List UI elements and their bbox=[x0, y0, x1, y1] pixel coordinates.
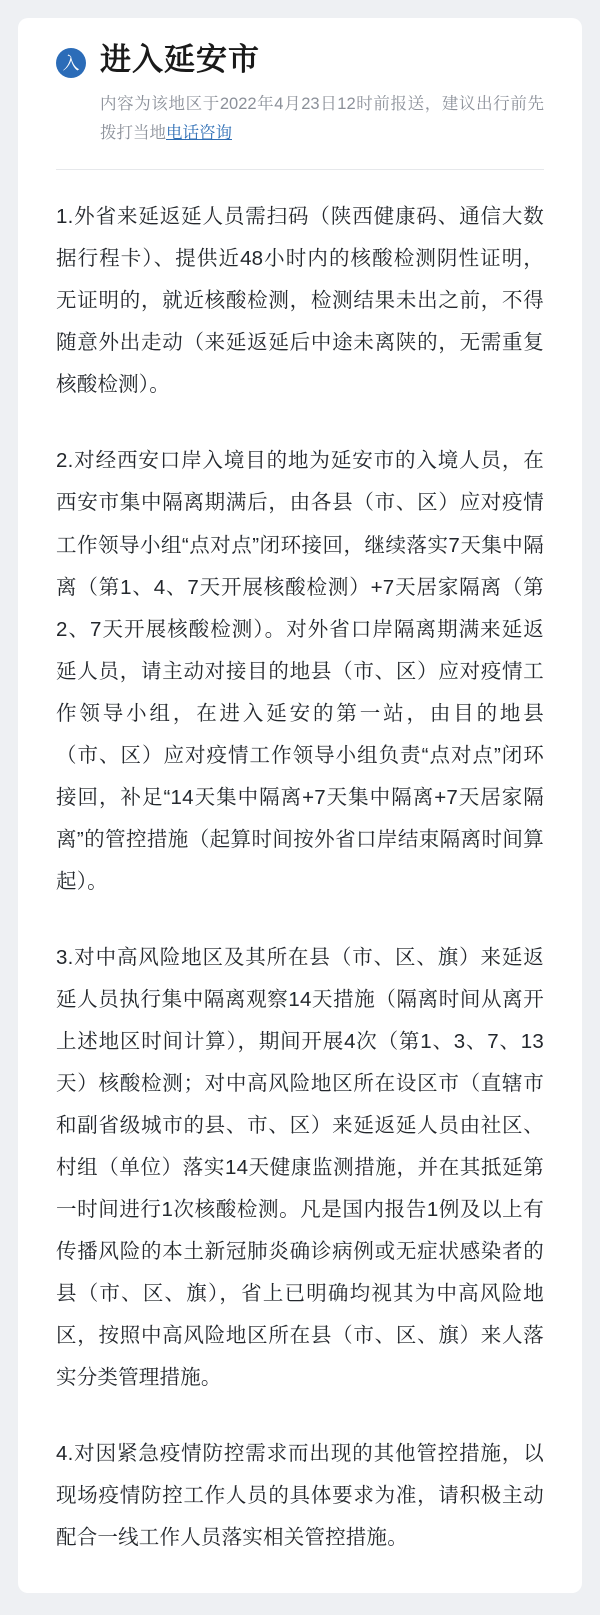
subtitle-text: 内容为该地区于2022年4月23日12时前报送，建议出行前先拨打当地 bbox=[100, 94, 544, 142]
page-title: 进入延安市 bbox=[100, 42, 260, 77]
policy-paragraph-4: 4.对因紧急疫情防控需求而出现的其他管控措施，以现场疫情防控工作人员的具体要求为准，请积极主动配合一线工作人员落实相关管控措施。 bbox=[56, 1441, 544, 1549]
enter-icon: 入 bbox=[56, 48, 86, 78]
header-divider bbox=[56, 169, 544, 170]
notice-card bbox=[18, 18, 582, 1593]
policy-paragraph-3: 3.对中高风险地区及其所在县（市、区、旗）来延返延人员执行集中隔离观察14天措施（隔离时间从离开上述地区时间计算），期间开展4次（第1、3、7、13天）核酸检测；对中高风险地区所在设区市（直辖市和副省级城市的县、市、区）来延返延人员由社区、村组（单位）落实14天健康监测措施，并在其抵延第一时间进行1次核酸检测。凡是国内报告1例及以上有传播风险的本土新冠肺炎确诊病例或无症状感染者的县（市、区、旗），省上已明确均视其为中高风险地区，按照中高风险地区所在县（市、区、旗）来人落实分类管理措施。 bbox=[56, 945, 544, 1389]
notice-subtitle bbox=[100, 90, 544, 148]
policy-paragraph-1: 1.外省来延返延人员需扫码（陕西健康码、通信大数据行程卡）、提供近48小时内的核酸检测阴性证明，无证明的，就近核酸检测，检测结果未出之前，不得随意外出走动（来延返延后中途未离陕的，无需重复核酸检测）。 bbox=[56, 205, 544, 397]
policy-paragraph-2: 2.对经西安口岸入境目的地为延安市的入境人员，在西安市集中隔离期满后，由各县（市、区）应对疫情工作领导小组“点对点”闭环接回，继续落实7天集中隔离（第1、4、7天开展核酸检测）+7天居家隔离（第2、7天开展核酸检测）。对外省口岸隔离期满来延返延人员，请主动对接目的地县（市、区）应对疫情工作领导小组，在进入延安的第一站，由目的地县（市、区）应对疫情工作领导小组负责“点对点”闭环接回，补足“14天集中隔离+7天集中隔离+7天居家隔离”的管控措施（起算时间按外省口岸结束隔离时间算起）。 bbox=[56, 449, 544, 893]
notice-body bbox=[56, 196, 544, 1558]
card-header bbox=[56, 42, 544, 147]
header-text-block bbox=[100, 42, 544, 147]
phone-consult-link[interactable]: 电话咨询 bbox=[166, 123, 232, 142]
